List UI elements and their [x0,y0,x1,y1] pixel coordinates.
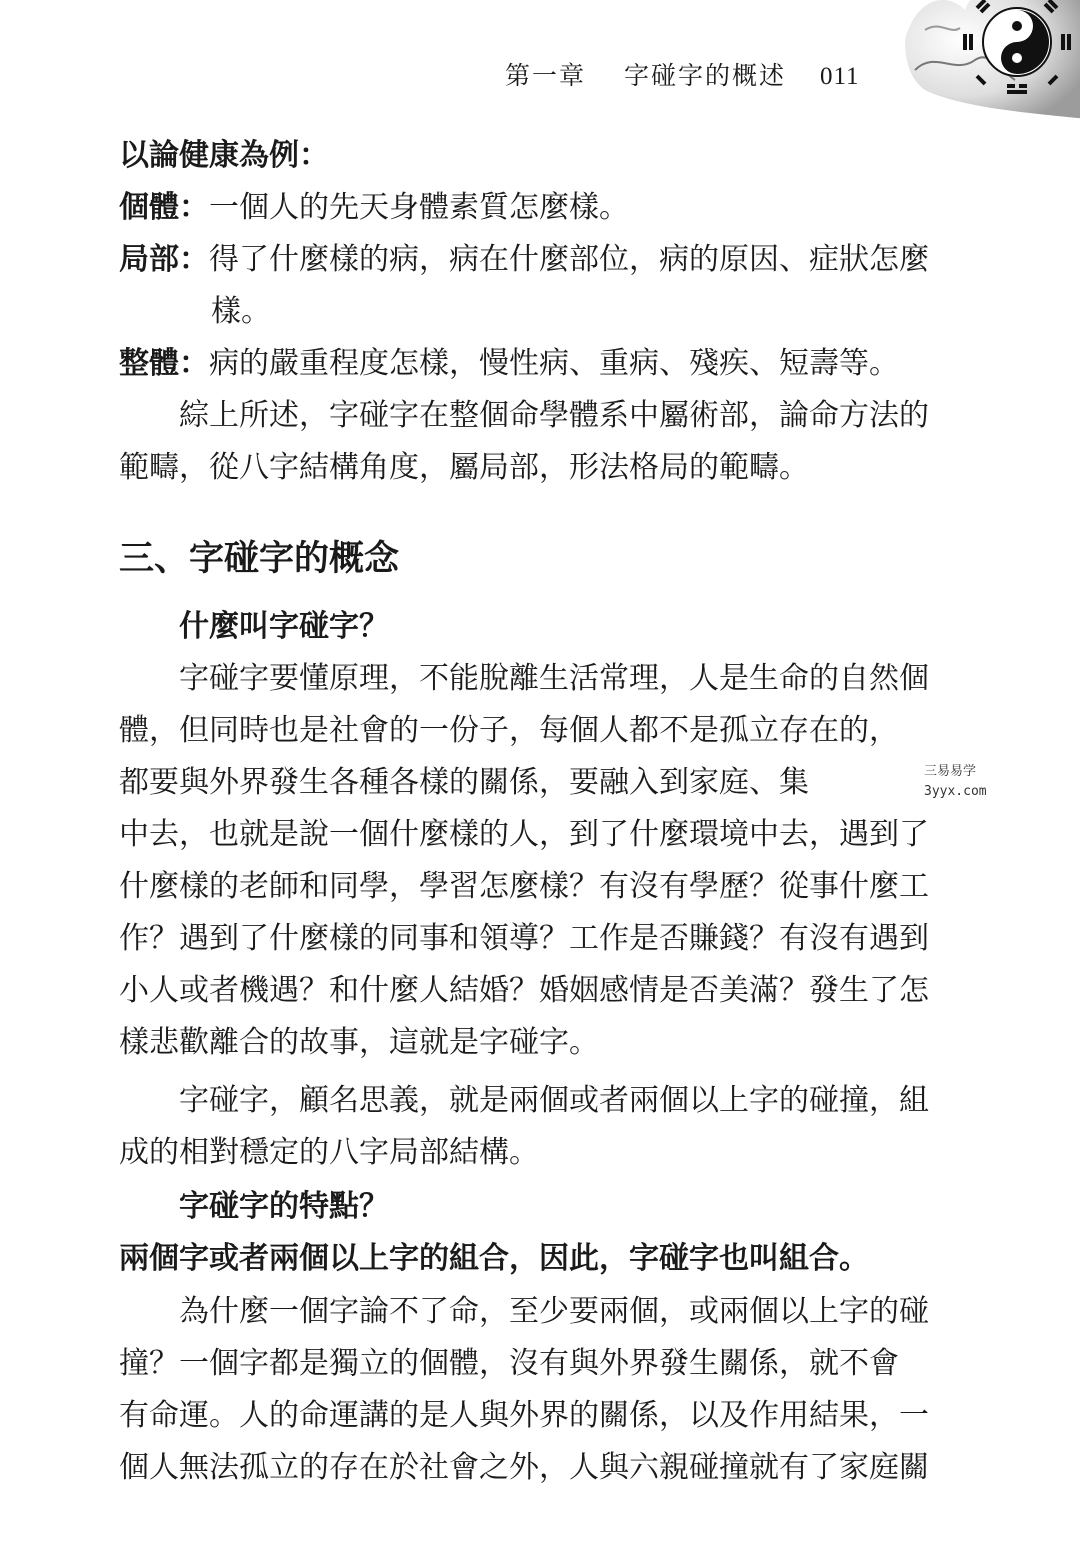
paragraph-1-line-7: 小人或者機遇？和什麼人結婚？婚姻感情是否美滿？發生了怎 [119,973,929,1008]
whole-label: 整體： [119,346,209,381]
running-header [505,56,860,96]
watermark-line-2: 3yyx.com [924,784,987,799]
chapter-label: 第一章 [505,61,587,90]
intro-line: 以論健康為例： [119,138,329,173]
summary-line-1: 綜上所述，字碰字在整個命學體系中屬術部，論命方法的 [179,398,929,433]
question-heading-1: 什麼叫字碰字？ [179,609,389,644]
paragraph-4-line-1: 為什麼一個字論不了命，至少要兩個，或兩個以上字的碰 [179,1294,929,1329]
paragraph-1-line-8: 樣悲歡離合的故事，這就是字碰字。 [119,1025,599,1060]
local-text: 得了什麼樣的病，病在什麼部位，病的原因、症狀怎麼 [209,242,929,277]
individual-label: 個體： [119,190,209,225]
question-heading-2: 字碰字的特點？ [179,1189,389,1224]
yin-yang-bagua-icon [905,0,1080,120]
individual-text: 一個人的先天身體素質怎麼樣。 [209,190,629,225]
page-number: 011 [819,63,860,90]
site-watermark [918,760,1010,804]
paragraph-1-line-1: 字碰字要懂原理，不能脫離生活常理，人是生命的自然個 [179,661,929,696]
paragraph-2-line-2: 成的相對穩定的八字局部結構。 [119,1135,539,1170]
whole-text: 病的嚴重程度怎樣，慢性病、重病、殘疾、短壽等。 [209,346,899,381]
section-heading: 三、字碰字的概念 [119,539,400,579]
paragraph-1-line-3: 都要與外界發生各種各樣的關係，要融入到家庭、集 [119,765,809,800]
chapter-title: 字碰字的概述 [623,61,786,90]
paragraph-1-line-4: 中去，也就是說一個什麼樣的人，到了什麼環境中去，遇到了 [119,817,929,852]
paragraph-3: 兩個字或者兩個以上字的組合，因此，字碰字也叫組合。 [119,1241,869,1276]
individual-line [119,188,629,228]
paragraph-4-line-2: 撞？一個字都是獨立的個體，沒有與外界發生關係，就不會 [119,1346,899,1381]
local-line [119,240,929,280]
paragraph-4-line-3: 有命運。人的命運講的是人與外界的關係，以及作用結果，一 [119,1398,929,1433]
paragraph-1-line-5: 什麼樣的老師和同學，學習怎麼樣？有沒有學歷？從事什麼工 [119,869,929,904]
whole-line [119,344,899,384]
paragraph-4-line-4: 個人無法孤立的存在於社會之外，人與六親碰撞就有了家庭關 [119,1450,929,1485]
local-label: 局部： [119,242,209,277]
paragraph-2-line-1: 字碰字，顧名思義，就是兩個或者兩個以上字的碰撞，組 [179,1083,929,1118]
summary-line-2: 範疇，從八字結構角度，屬局部，形法格局的範疇。 [119,450,809,485]
paragraph-1-line-6: 作？遇到了什麼樣的同事和領導？工作是否賺錢？有沒有遇到 [119,921,929,956]
watermark-line-1: 三易易学 [924,764,977,779]
local-line-continued: 樣。 [211,294,271,329]
watermark-mask [826,762,918,804]
paragraph-1-line-2: 體，但同時也是社會的一份子，每個人都不是孤立存在的， [119,713,899,748]
